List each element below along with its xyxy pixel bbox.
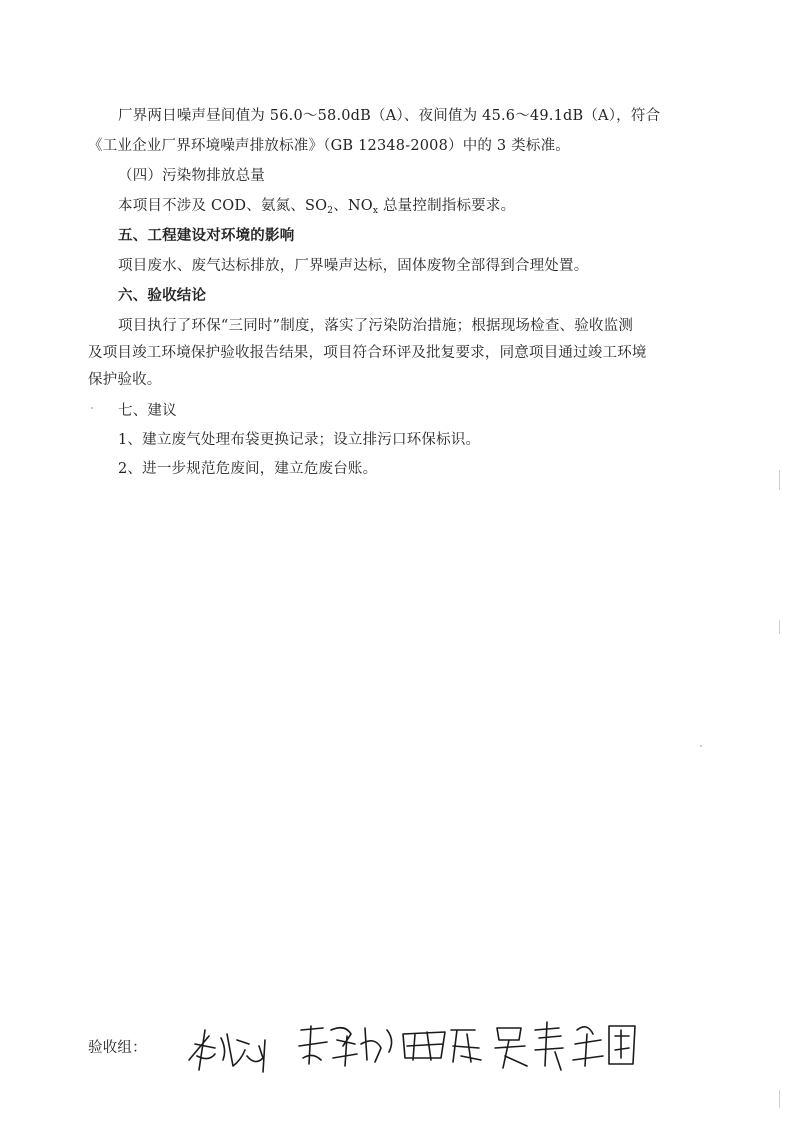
paragraph-impact: 项目废水、废气达标排放，厂界噪声达标，固体废物全部得到合理处置。 xyxy=(118,258,589,274)
paragraph-noise-line-1: 厂界两日噪声昼间值为 56.0～58.0dB（A）、夜间值为 45.6～49.1dB（A），符合 xyxy=(118,108,661,124)
scan-margin-mark xyxy=(779,620,780,634)
suggestion-item-1: 1、建立废气处理布袋更换记录；设立排污口环保标识。 xyxy=(118,432,481,448)
heading-environmental-impact: 五、工程建设对环境的影响 xyxy=(118,227,295,244)
nox-subscript: x xyxy=(372,206,379,216)
signature-scribbles xyxy=(175,1000,655,1080)
paragraph-total-control xyxy=(118,196,515,216)
scan-margin-mark xyxy=(779,1090,780,1108)
total-control-text-a: 本项目不涉及 COD、氨氮、SO xyxy=(118,198,328,214)
handwritten-signatures xyxy=(175,1000,655,1080)
paragraph-conclusion-line-2: 及项目竣工环境保护验收报告结果，项目符合环评及批复要求，同意项目通过竣工环境 xyxy=(88,345,647,361)
so2-subscript: 2 xyxy=(327,206,334,216)
total-control-text-c: 总量控制指标要求。 xyxy=(378,198,516,214)
heading-pollutant-total: （四）污染物排放总量 xyxy=(118,168,265,184)
scan-speck xyxy=(700,745,702,747)
paragraph-noise-line-2: 《工业企业厂界环境噪声排放标准》（GB 12348-2008）中的 3 类标准。 xyxy=(88,138,570,154)
heading-suggestions: 七、建议 xyxy=(118,403,177,419)
heading-acceptance-conclusion: 六、验收结论 xyxy=(118,287,207,304)
suggestion-item-2: 2、进一步规范危废间，建立危废台账。 xyxy=(118,461,378,477)
paragraph-conclusion-line-1: 项目执行了环保“三同时”制度，落实了污染防治措施；根据现场检查、验收监测 xyxy=(118,318,634,334)
total-control-text-b: 、NO xyxy=(333,198,373,214)
signature-label: 验收组： xyxy=(88,1040,147,1056)
scan-speck xyxy=(91,407,93,409)
scan-margin-mark xyxy=(779,470,780,490)
paragraph-conclusion-line-3: 保护验收。 xyxy=(88,372,162,388)
